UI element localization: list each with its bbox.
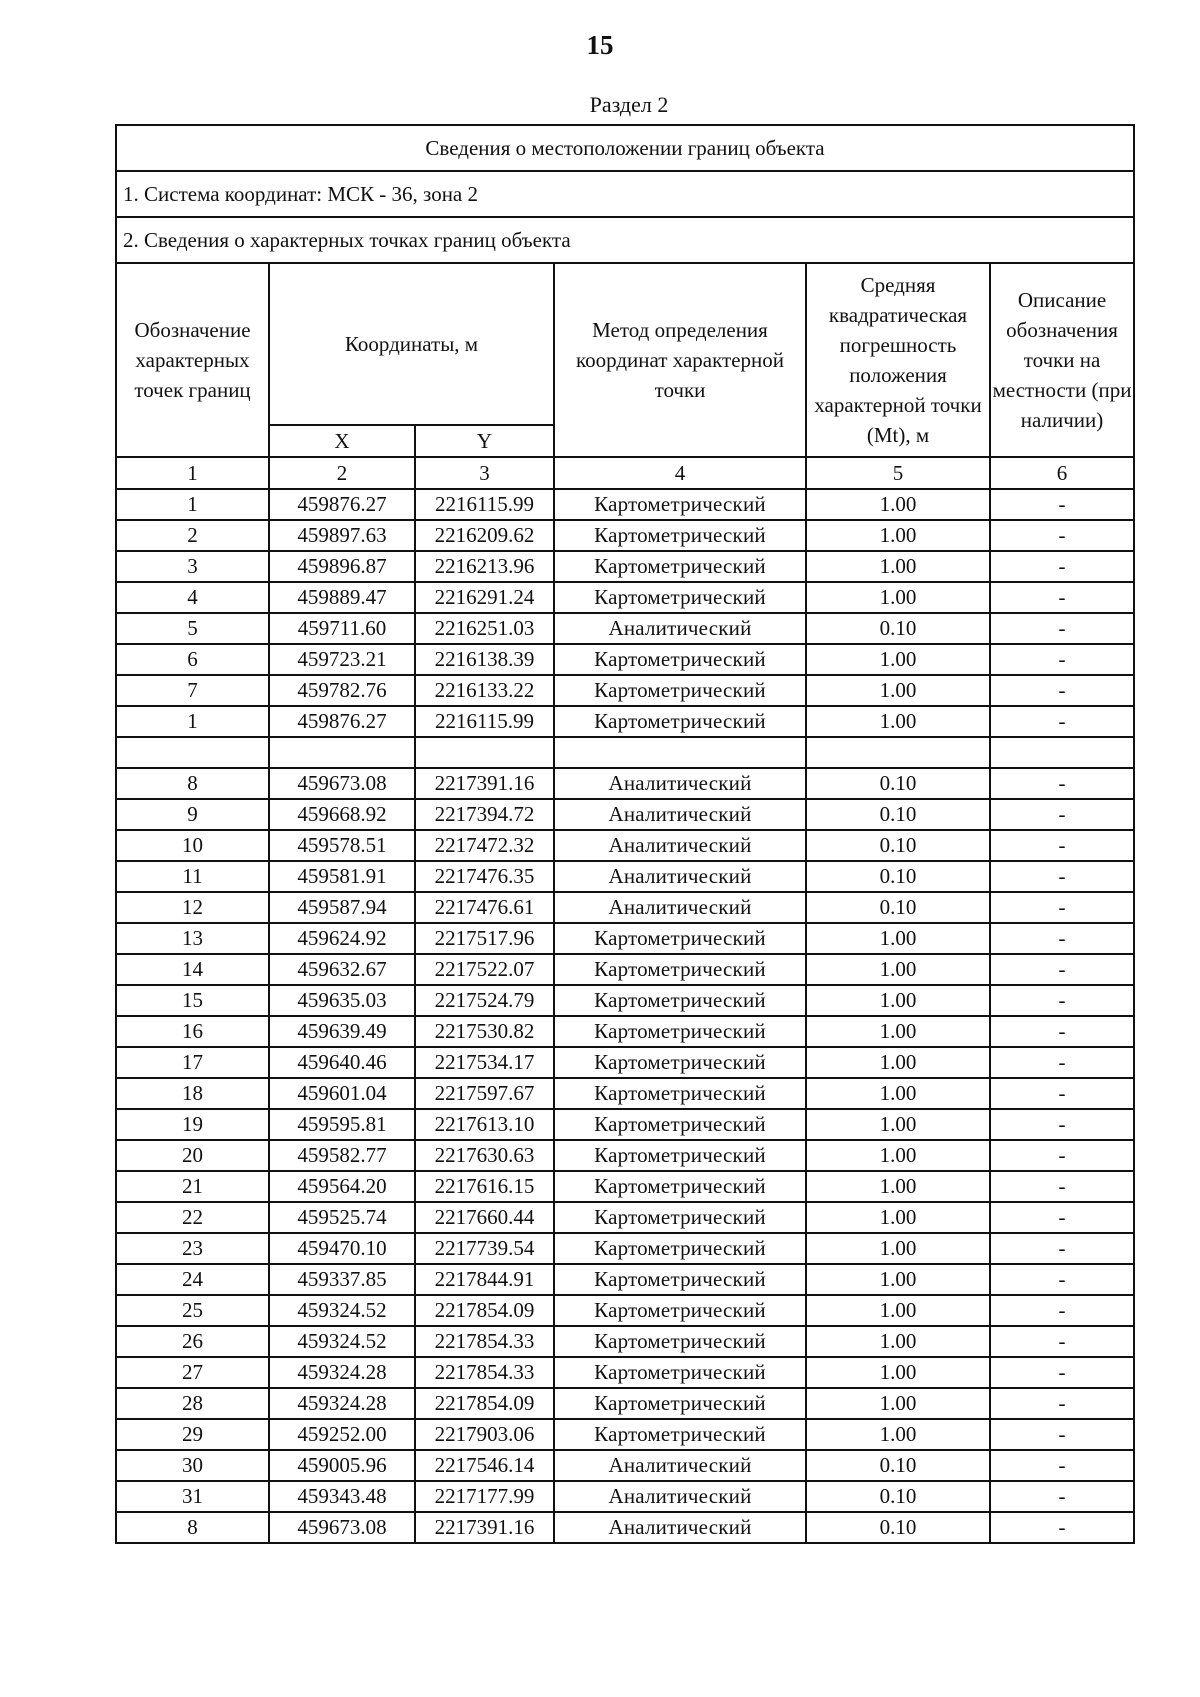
description-cell: - [990,1202,1134,1233]
table-row [116,768,1134,799]
point-number-cell: 17 [116,1047,269,1078]
description-cell: - [990,892,1134,923]
coord-x-cell: 459632.67 [269,954,415,985]
coord-y-cell: 2217903.06 [415,1419,554,1450]
point-number-cell: 25 [116,1295,269,1326]
accuracy-value-cell: 1.00 [806,1047,990,1078]
coord-y-cell: 2217739.54 [415,1233,554,1264]
description-cell: - [990,799,1134,830]
coord-y-cell: 2216115.99 [415,706,554,737]
point-number-cell: 8 [116,768,269,799]
table-row [116,1078,1134,1109]
accuracy-value-cell: 1.00 [806,551,990,582]
header-method: Метод определения координат характерной точки [554,263,806,457]
coord-x-cell: 459673.08 [269,768,415,799]
coord-y-cell: 2217854.09 [415,1388,554,1419]
coord-y-cell: 2217391.16 [415,768,554,799]
accuracy-value-cell: 1.00 [806,1264,990,1295]
column-number: 6 [990,457,1134,489]
table-row [116,923,1134,954]
description-cell: - [990,1388,1134,1419]
method-cell: Картометрический [554,1171,806,1202]
accuracy-value-cell: 1.00 [806,582,990,613]
coord-y-cell [415,737,554,768]
point-number-cell: 4 [116,582,269,613]
point-number-cell: 7 [116,675,269,706]
table-row [116,954,1134,985]
accuracy-value-cell: 1.00 [806,1016,990,1047]
points-heading: 2. Сведения о характерных точках границ объекта [116,217,1134,263]
table-row [116,1264,1134,1295]
description-cell: - [990,768,1134,799]
table-row [116,1171,1134,1202]
coord-x-cell: 459564.20 [269,1171,415,1202]
coord-x-cell: 459005.96 [269,1450,415,1481]
coord-y-cell: 2217854.33 [415,1326,554,1357]
description-cell: - [990,551,1134,582]
coord-y-cell: 2217524.79 [415,985,554,1016]
coord-x-cell: 459324.28 [269,1388,415,1419]
point-number-cell: 27 [116,1357,269,1388]
accuracy-value-cell: 1.00 [806,1140,990,1171]
point-number-cell: 30 [116,1450,269,1481]
table-row [116,675,1134,706]
point-number-cell: 23 [116,1233,269,1264]
coord-x-cell: 459587.94 [269,892,415,923]
accuracy-value-cell: 0.10 [806,768,990,799]
coord-y-cell: 2217530.82 [415,1016,554,1047]
description-cell: - [990,1357,1134,1388]
coord-y-cell: 2217394.72 [415,799,554,830]
point-number-cell: 8 [116,1512,269,1543]
point-number-cell: 20 [116,1140,269,1171]
table-row [116,489,1134,520]
coord-x-cell: 459578.51 [269,830,415,861]
coord-x-cell: 459711.60 [269,613,415,644]
description-cell [990,737,1134,768]
coord-x-cell: 459595.81 [269,1109,415,1140]
table-row [116,1295,1134,1326]
table-row [116,582,1134,613]
coord-y-cell: 2216213.96 [415,551,554,582]
description-cell: - [990,1326,1134,1357]
coord-y-cell: 2216291.24 [415,582,554,613]
method-cell: Картометрический [554,1140,806,1171]
description-cell: - [990,675,1134,706]
description-cell: - [990,1264,1134,1295]
coord-x-cell: 459723.21 [269,644,415,675]
description-cell: - [990,1109,1134,1140]
table-row [116,520,1134,551]
point-number-cell: 2 [116,520,269,551]
column-number: 5 [806,457,990,489]
description-cell: - [990,706,1134,737]
coord-y-cell: 2217854.09 [415,1295,554,1326]
coord-x-cell: 459673.08 [269,1512,415,1543]
accuracy-value-cell: 1.00 [806,985,990,1016]
method-cell: Аналитический [554,830,806,861]
method-cell: Картометрический [554,1109,806,1140]
table-row [116,1512,1134,1543]
coord-y-cell: 2217546.14 [415,1450,554,1481]
method-cell: Аналитический [554,1512,806,1543]
method-cell: Картометрический [554,1233,806,1264]
method-cell: Картометрический [554,1264,806,1295]
table-row [116,1419,1134,1450]
coord-x-cell: 459635.03 [269,985,415,1016]
point-number-cell: 26 [116,1326,269,1357]
table-row [116,1357,1134,1388]
method-cell: Картометрический [554,1078,806,1109]
method-cell: Картометрический [554,706,806,737]
point-number-cell: 18 [116,1078,269,1109]
coord-y-cell: 2216209.62 [415,520,554,551]
method-cell: Картометрический [554,923,806,954]
point-number-cell: 21 [116,1171,269,1202]
accuracy-value-cell: 1.00 [806,1295,990,1326]
point-number-cell [116,737,269,768]
accuracy-value-cell: 1.00 [806,1202,990,1233]
accuracy-value-cell: 0.10 [806,1450,990,1481]
accuracy-value-cell: 1.00 [806,520,990,551]
table-title: Сведения о местоположении границ объекта [116,125,1134,171]
coord-y-cell: 2216138.39 [415,644,554,675]
method-cell: Картометрический [554,551,806,582]
method-cell: Картометрический [554,489,806,520]
table-row [116,644,1134,675]
coord-x-cell: 459470.10 [269,1233,415,1264]
method-cell: Аналитический [554,892,806,923]
point-number-cell: 12 [116,892,269,923]
description-cell: - [990,985,1134,1016]
method-cell: Картометрический [554,1047,806,1078]
table-row [116,830,1134,861]
table-row [116,985,1134,1016]
header-x: X [269,425,415,457]
coordinate-system: 1. Система координат: МСК - 36, зона 2 [116,171,1134,217]
table-row [116,892,1134,923]
description-cell: - [990,923,1134,954]
description-cell: - [990,489,1134,520]
coord-y-cell: 2216115.99 [415,489,554,520]
table-row [116,1388,1134,1419]
coord-y-cell: 2217597.67 [415,1078,554,1109]
method-cell: Картометрический [554,985,806,1016]
table-row [116,861,1134,892]
method-cell: Картометрический [554,520,806,551]
method-cell: Картометрический [554,1357,806,1388]
coord-y-cell: 2217476.61 [415,892,554,923]
point-number-cell: 11 [116,861,269,892]
header-description: Описание обозначения точки на местности (при наличии) [990,263,1134,457]
coord-x-cell: 459343.48 [269,1481,415,1512]
page-number: 15 [586,30,614,60]
point-number-cell: 14 [116,954,269,985]
method-cell: Картометрический [554,1202,806,1233]
column-number: 4 [554,457,806,489]
table-row [116,1326,1134,1357]
coord-x-cell: 459639.49 [269,1016,415,1047]
coord-y-cell: 2216251.03 [415,613,554,644]
accuracy-value-cell: 0.10 [806,830,990,861]
accuracy-value-cell: 1.00 [806,1419,990,1450]
method-cell: Аналитический [554,799,806,830]
table-row [116,1202,1134,1233]
point-number-cell: 9 [116,799,269,830]
table-row [116,1140,1134,1171]
description-cell: - [990,1295,1134,1326]
method-cell: Аналитический [554,613,806,644]
method-cell: Картометрический [554,954,806,985]
description-cell: - [990,954,1134,985]
coord-x-cell: 459324.52 [269,1295,415,1326]
coord-y-cell: 2217660.44 [415,1202,554,1233]
accuracy-value-cell: 1.00 [806,1388,990,1419]
method-cell: Картометрический [554,1388,806,1419]
method-cell: Аналитический [554,768,806,799]
description-cell: - [990,1140,1134,1171]
point-number-cell: 10 [116,830,269,861]
accuracy-value-cell: 1.00 [806,923,990,954]
description-cell: - [990,613,1134,644]
accuracy-value-cell: 0.10 [806,613,990,644]
method-cell [554,737,806,768]
accuracy-value-cell: 1.00 [806,675,990,706]
point-number-cell: 13 [116,923,269,954]
method-cell: Картометрический [554,675,806,706]
coord-y-cell: 2217517.96 [415,923,554,954]
accuracy-value-cell: 1.00 [806,1233,990,1264]
coord-x-cell: 459581.91 [269,861,415,892]
description-cell: - [990,1512,1134,1543]
accuracy-value-cell: 1.00 [806,489,990,520]
description-cell: - [990,1233,1134,1264]
coord-y-cell: 2217522.07 [415,954,554,985]
coord-x-cell: 459324.52 [269,1326,415,1357]
point-number-cell: 28 [116,1388,269,1419]
coord-y-cell: 2217472.32 [415,830,554,861]
coord-x-cell: 459601.04 [269,1078,415,1109]
coord-y-cell: 2217391.16 [415,1512,554,1543]
coord-y-cell: 2217534.17 [415,1047,554,1078]
point-number-cell: 24 [116,1264,269,1295]
coord-y-cell: 2217854.33 [415,1357,554,1388]
description-cell: - [990,1450,1134,1481]
method-cell: Аналитический [554,1450,806,1481]
coord-y-cell: 2217177.99 [415,1481,554,1512]
table-row [116,613,1134,644]
column-number: 3 [415,457,554,489]
description-cell: - [990,830,1134,861]
table-row [116,1481,1134,1512]
coord-x-cell: 459582.77 [269,1140,415,1171]
coord-x-cell: 459624.92 [269,923,415,954]
accuracy-value-cell: 0.10 [806,1481,990,1512]
accuracy-value-cell: 1.00 [806,1171,990,1202]
coord-x-cell: 459889.47 [269,582,415,613]
coord-y-cell: 2217476.35 [415,861,554,892]
coord-x-cell: 459252.00 [269,1419,415,1450]
coord-x-cell: 459640.46 [269,1047,415,1078]
point-number-cell: 1 [116,489,269,520]
header-designation: Обозначение характерных точек границ [116,263,269,457]
method-cell: Картометрический [554,1016,806,1047]
point-number-cell: 15 [116,985,269,1016]
method-cell: Картометрический [554,582,806,613]
accuracy-value-cell: 0.10 [806,861,990,892]
coord-y-cell: 2217616.15 [415,1171,554,1202]
description-cell: - [990,1016,1134,1047]
point-number-cell: 3 [116,551,269,582]
table-row [116,1016,1134,1047]
method-cell: Аналитический [554,861,806,892]
description-cell: - [990,1047,1134,1078]
section-title: Раздел 2 [589,92,669,117]
method-cell: Картометрический [554,1326,806,1357]
coord-x-cell: 459876.27 [269,489,415,520]
table-row [116,1047,1134,1078]
accuracy-value-cell: 1.00 [806,1109,990,1140]
description-cell: - [990,1481,1134,1512]
description-cell: - [990,1419,1134,1450]
description-cell: - [990,1171,1134,1202]
coord-y-cell: 2216133.22 [415,675,554,706]
coord-y-cell: 2217613.10 [415,1109,554,1140]
column-number: 1 [116,457,269,489]
method-cell: Картометрический [554,1295,806,1326]
coord-x-cell: 459324.28 [269,1357,415,1388]
coord-x-cell [269,737,415,768]
accuracy-value-cell: 1.00 [806,1078,990,1109]
coord-x-cell: 459876.27 [269,706,415,737]
table-row [116,1233,1134,1264]
accuracy-value-cell: 0.10 [806,799,990,830]
accuracy-value-cell: 1.00 [806,706,990,737]
coord-x-cell: 459896.87 [269,551,415,582]
method-cell: Картометрический [554,644,806,675]
coord-x-cell: 459782.76 [269,675,415,706]
accuracy-value-cell: 0.10 [806,1512,990,1543]
coord-y-cell: 2217844.91 [415,1264,554,1295]
header-y: Y [415,425,554,457]
table-row [116,706,1134,737]
point-number-cell: 1 [116,706,269,737]
accuracy-value-cell: 1.00 [806,1326,990,1357]
header-accuracy: Средняя квадратическая погрешность положения характерной точки (Mt), м [806,263,990,457]
accuracy-value-cell: 1.00 [806,1357,990,1388]
coord-x-cell: 459337.85 [269,1264,415,1295]
table-row [116,799,1134,830]
method-cell: Аналитический [554,1481,806,1512]
point-number-cell: 6 [116,644,269,675]
coord-y-cell: 2217630.63 [415,1140,554,1171]
point-number-cell: 31 [116,1481,269,1512]
point-number-cell: 19 [116,1109,269,1140]
table-row [116,1450,1134,1481]
accuracy-value-cell [806,737,990,768]
point-number-cell: 16 [116,1016,269,1047]
description-cell: - [990,1078,1134,1109]
column-number: 2 [269,457,415,489]
point-number-cell: 29 [116,1419,269,1450]
coord-x-cell: 459897.63 [269,520,415,551]
description-cell: - [990,520,1134,551]
coord-x-cell: 459525.74 [269,1202,415,1233]
table-row [116,551,1134,582]
point-number-cell: 22 [116,1202,269,1233]
coord-x-cell: 459668.92 [269,799,415,830]
accuracy-value-cell: 1.00 [806,954,990,985]
accuracy-value-cell: 0.10 [806,892,990,923]
table-row [116,737,1134,768]
header-coordinates: Координаты, м [269,263,554,425]
description-cell: - [990,644,1134,675]
boundary-points-table [115,124,1135,1544]
accuracy-value-cell: 1.00 [806,644,990,675]
method-cell: Картометрический [554,1419,806,1450]
table-row [116,1109,1134,1140]
description-cell: - [990,582,1134,613]
description-cell: - [990,861,1134,892]
point-number-cell: 5 [116,613,269,644]
